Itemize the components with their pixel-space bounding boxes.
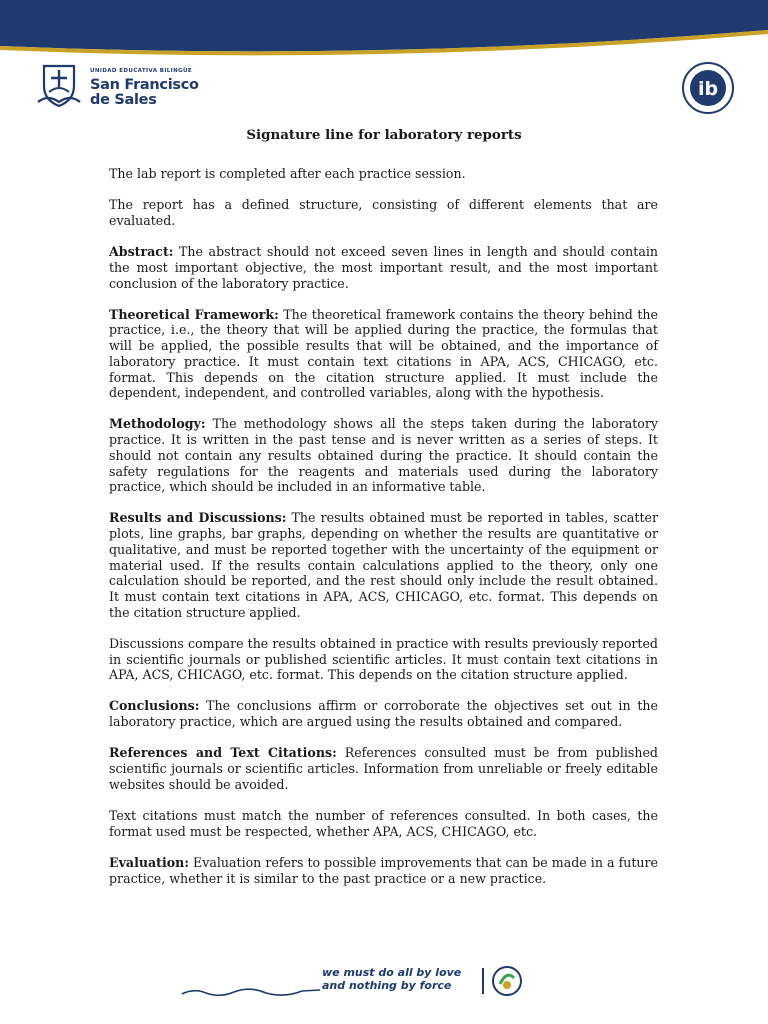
- footer-divider: [482, 968, 484, 994]
- footer-emblem-icon: [490, 964, 524, 998]
- ib-logo: [680, 60, 736, 116]
- paragraph-text: The conclusions affirm or corroborate the objectives set out in the laboratory practice, which are argued using the results obtained and compared.: [109, 698, 658, 730]
- paragraph: [109, 416, 658, 495]
- paragraph: [109, 745, 658, 792]
- school-name-line1: San Francisco: [90, 77, 199, 93]
- paragraph-text: The lab report is completed after each practice session.: [109, 166, 466, 181]
- paragraph-heading: Abstract:: [109, 244, 174, 260]
- document-body: [109, 166, 658, 902]
- paragraph: [109, 698, 658, 729]
- paragraph-text: References consulted must be from published scientific journals or scientific articles. Information from unreliable or freely editable websites should be avoided.: [109, 745, 658, 792]
- paragraph-heading: Evaluation:: [109, 854, 189, 870]
- paragraph-heading: Results and Discussions:: [109, 510, 287, 526]
- header-band: [0, 0, 768, 56]
- page-title: Signature line for laboratory reports: [246, 127, 522, 143]
- paragraph-heading: Conclusions:: [109, 698, 200, 714]
- paragraph-text: The theoretical framework contains the theory behind the practice, i.e., the theory that will be applied during the practice, the formulas that will be applied, the possible results that will be obtained, and the importance of laboratory practice. It must contain text citations in APA, ACS, CHICAGO, etc. format. This depends on the citation structure applied. It must include the dependent, independent, and controlled variables, along with the hypothesis.: [109, 306, 658, 401]
- paragraph: [109, 808, 658, 839]
- paragraph-text: Text citations must match the number of references consulted. In both cases, the format used must be respected, whether APA, ACS, CHICAGO, etc.: [109, 808, 658, 839]
- paragraph: [109, 166, 658, 182]
- footer-motto: [322, 966, 461, 992]
- school-logo: [36, 62, 216, 114]
- ib-logo-text: ib: [697, 78, 719, 100]
- paragraph: [109, 307, 658, 401]
- paragraph-text: The report has a defined structure, consisting of different elements that are evaluated.: [109, 197, 658, 228]
- paragraph-heading: Theoretical Framework:: [109, 306, 279, 322]
- footer: [180, 960, 540, 1004]
- paragraph-text: The methodology shows all the steps taken during the laboratory practice. It is written in the past tense and is never written as a series of steps. It should not contain any results obtained during the practice. It should contain the safety regulations for the reagents and materials used during the laboratory practice, which should be included in an informative table.: [109, 416, 658, 495]
- paragraph-heading: References and Text Citations:: [109, 745, 337, 761]
- paragraph: [109, 197, 658, 228]
- paragraph-heading: Methodology:: [109, 416, 206, 432]
- paragraph: [109, 510, 658, 620]
- wave-line-icon: [180, 960, 330, 1004]
- motto-line1: we must do all by love: [322, 966, 462, 979]
- school-name-line2: de Sales: [90, 92, 157, 108]
- paragraph-text: The abstract should not exceed seven lines in length and should contain the most important objective, the most important result, and the most important conclusion of the laboratory practice.: [109, 244, 658, 291]
- paragraph-text: The results obtained must be reported in tables, scatter plots, line graphs, bar graphs, depending on whether the results are quantitative or qualitative, and must be reported together with the uncertainty of the equipment or material used. If the results contain calculations applied to the theory, only one calculation should be reported, and the rest should only include the result obtained. It must contain text citations in APA, ACS, CHICAGO, etc. format. This depends on the citation structure applied.: [109, 510, 658, 620]
- school-crest-icon: [36, 62, 82, 110]
- paragraph: [109, 636, 658, 683]
- paragraph-text: Discussions compare the results obtained in practice with results previously reported in scientific journals or published scientific articles. It must contain text citations in APA, ACS, CHICAGO, etc. format. This depends on the citation structure applied.: [109, 635, 658, 683]
- paragraph: [109, 855, 658, 886]
- school-subtitle: UNIDAD EDUCATIVA BILINGÜE: [90, 68, 193, 74]
- paragraph-text: Evaluation refers to possible improvements that can be made in a future practice, whether it is similar to the past practice or a new practice.: [109, 854, 658, 886]
- motto-line2: and nothing by force: [322, 979, 452, 992]
- paragraph: [109, 244, 658, 291]
